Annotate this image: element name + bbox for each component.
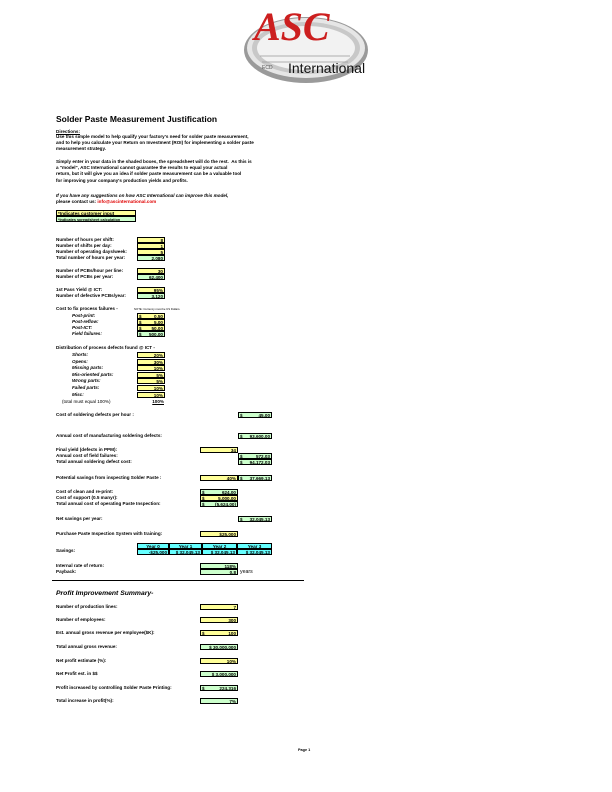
production-lines-label: Number of production lines: [56, 604, 118, 609]
profit-increase-label: Profit increased by controlling Solder Paste Printing: [56, 685, 172, 690]
legend-input: *Indicates customer input [56, 210, 136, 216]
cost-per-hour-amount: 45.00 [258, 413, 270, 418]
total-defect-cost-label: Total annual soldering defect cost: [56, 459, 132, 464]
net-savings-value [238, 516, 272, 522]
currency-symbol: $ [139, 320, 142, 325]
year-header: Year 3 [237, 543, 272, 549]
fix-cost-label: Field failures: [72, 331, 102, 336]
currency-symbol: $ [202, 496, 205, 501]
currency-symbol: $ [139, 332, 142, 337]
profit-summary-heading: Profit Improvement Summary- [56, 590, 154, 597]
defect-type-label: Misc: [72, 391, 84, 397]
revenue-per-employee-label: Est. annual gross revenue per employee($K): [56, 630, 155, 635]
year-savings-value: $ 32,045.13 [202, 549, 237, 555]
section-divider [52, 580, 304, 581]
potential-savings-pct-input[interactable]: 40% [200, 475, 238, 481]
defect-pct-input[interactable]: 10% [137, 392, 165, 398]
currency-note: NOTE: Currency must be US Dollars. [134, 307, 181, 311]
support-cost-label: Cost of support (0.5 manyr): [56, 495, 118, 500]
company-logo [240, 6, 370, 86]
total-revenue-value: $ 30,000,000 [200, 644, 238, 650]
defect-pct-input[interactable]: 10% [137, 385, 165, 391]
annual-defect-cost-label: Annual cost of manufacturing soldering defects: [56, 433, 162, 438]
total-op-cost-amount: (5,624.00) [215, 502, 236, 507]
currency-symbol: $ [202, 490, 205, 495]
defect-type-label: Mis-oriented parts: [72, 371, 114, 377]
shifts-day-input[interactable]: 1 [137, 243, 165, 249]
distribution-label: Distribution of process defects found @ ICT - [56, 345, 155, 350]
page-number: Page 1 [298, 748, 311, 752]
shifts-day-label: Number of shifts per day: [56, 243, 112, 248]
defect-type-label: Shorts: [72, 352, 89, 357]
currency-symbol: $ [139, 314, 142, 319]
total-defect-cost-value [238, 459, 272, 465]
potential-savings-value [238, 475, 272, 481]
support-cost-amount: 5,000.00 [218, 496, 236, 501]
defect-pct-input[interactable]: 5% [137, 372, 165, 378]
purchase-label: Purchase Paste Inspection System with training: [56, 531, 163, 536]
page-title: Solder Paste Measurement Justification [56, 114, 218, 124]
logo-asc-text: ASC [254, 6, 330, 49]
clean-cost-label: Cost of clean and re-print: [56, 489, 114, 494]
net-profit-pct-input[interactable]: 10% [200, 658, 238, 664]
total-revenue-label: Total annual gross revenue: [56, 644, 117, 649]
fix-costs-label: Cost to fix process failures - [56, 306, 118, 311]
shift-hours-label: Number of hours per shift: [56, 237, 114, 242]
total-defect-cost-amount: 94,172.03 [249, 460, 270, 465]
net-savings-amount: 32,045.13 [249, 517, 270, 522]
defect-pct-input[interactable]: 30% [137, 359, 165, 365]
directions-contact [56, 199, 156, 205]
first-pass-yield-label: 1st Pass Yield @ ICT: [56, 287, 103, 292]
currency-symbol: $ [240, 413, 243, 418]
total-hours-value: 2,080 [137, 255, 165, 261]
fix-cost-label: Post-reflow: [72, 319, 99, 324]
currency-symbol: $ [240, 434, 243, 439]
logo-tag: ECD [262, 65, 273, 71]
purchase-input[interactable]: $25,000 [200, 531, 238, 537]
fix-cost-label: Post-ICT: [72, 325, 93, 330]
potential-savings-label: Potential savings from inspecting Solder Paste : [56, 475, 162, 480]
potential-savings-amount: 37,669.13 [249, 476, 270, 481]
fix-cost-input [137, 331, 165, 337]
year-savings-value: $ 32,045.13 [169, 549, 202, 555]
contact-prefix: please contact us: [56, 199, 98, 204]
revenue-per-employee-input[interactable] [200, 630, 238, 636]
defect-type-label: Missing parts: [72, 365, 104, 371]
defective-pcbs-label: Number of defective PCBs/year: [56, 293, 126, 298]
profit-increase-value [200, 685, 238, 691]
total-increase-value: 7% [200, 698, 238, 704]
currency-symbol: $ [202, 502, 205, 507]
currency-symbol: $ [240, 476, 243, 481]
payback-label: Payback: [56, 569, 77, 574]
annual-defect-cost-amount: 93,600.00 [249, 434, 270, 439]
year-header: Year 0 [137, 543, 169, 549]
year-savings-value: -$25,000 [137, 549, 169, 555]
directions-paragraph-2: Simply enter in your data in the shaded boxes, the spreadsheet will do the rest. As this is a "model", ASC International cannot guarantee the results to equal your actual return, but it will give you an idea if solder paste measurement can be a valuable tool for improving your company's production yields and profits. [56, 159, 252, 183]
pcbs-hour-label: Number of PCBs/hour per line: [56, 268, 124, 273]
employees-input[interactable]: 300 [200, 617, 238, 623]
irr-label: Internal rate of return: [56, 563, 104, 568]
total-hours-label: Total number of hours per year: [56, 255, 126, 260]
profit-increase-amount: 224,316 [219, 686, 236, 691]
final-yield-label: Final yield (defects in PPM): [56, 447, 118, 452]
final-yield-input[interactable]: 34 [200, 447, 238, 453]
fix-cost-amount: 500.00 [148, 332, 163, 337]
year-savings-value: $ 32,045.13 [237, 549, 272, 555]
year-header: Year 2 [202, 543, 237, 549]
annual-defect-cost-value [238, 433, 272, 439]
currency-symbol: $ [202, 686, 205, 691]
total-op-cost-value [200, 501, 238, 507]
defect-type-label: Opens: [72, 358, 88, 364]
net-profit-pct-label: Net profit estimate (%): [56, 658, 107, 663]
pcbs-year-label: Number of PCBs per year: [56, 274, 114, 279]
currency-symbol: $ [202, 631, 205, 636]
net-profit-value: $ 3,000,000 [200, 671, 238, 677]
op-days-label: Number of operating days/week: [56, 249, 127, 254]
defect-pct-input[interactable]: 20% [137, 352, 165, 358]
total-op-cost-label: Total annual cost of operating Paste Inspection: [56, 501, 161, 506]
directions-suggestion: If you have any suggestions on how ASC International can improve this model, [56, 193, 229, 198]
directions-heading: Directions: [56, 129, 80, 134]
production-lines-input[interactable]: 7 [200, 604, 238, 610]
legend-calc: *Indicates spreadsheet calculation [56, 216, 136, 222]
net-profit-label: Net Profit est. in $$ [56, 671, 98, 676]
pcbs-hour-input[interactable]: 30 [137, 268, 165, 274]
currency-symbol: $ [240, 517, 243, 522]
currency-symbol: $ [139, 326, 142, 331]
defect-type-label: Failed parts: [72, 385, 100, 390]
distribution-total-value: 100% [152, 399, 164, 404]
net-savings-label: Net savings per year: [56, 516, 103, 521]
year-header: Year 1 [169, 543, 202, 549]
payback-unit: years [240, 569, 253, 575]
contact-email-link[interactable]: info@ascinternational.com [97, 199, 157, 204]
years-savings-label: Savings: [56, 548, 76, 553]
defect-type-label: Wrong parts: [72, 378, 101, 384]
fix-cost-label: Post-print: [72, 313, 96, 318]
currency-symbol: $ [240, 454, 243, 459]
distribution-total-label: (total must equal 100%) [62, 399, 111, 404]
irr-value: 118% [200, 563, 238, 569]
currency-symbol: $ [240, 460, 243, 465]
employees-label: Number of employees: [56, 617, 106, 622]
pcbs-year-value: 62,400 [137, 274, 165, 280]
fix-cost-amount: 5.00 [154, 320, 163, 325]
clean-cost-amount: 624.00 [221, 490, 236, 495]
defective-pcbs-value: 3,120 [137, 293, 165, 299]
fix-cost-amount: 0.50 [154, 314, 163, 319]
logo-international-text: International [288, 60, 366, 76]
first-pass-yield-input[interactable]: 95% [137, 287, 165, 293]
total-increase-label: Total increase in profit(%): [56, 698, 114, 703]
revenue-per-employee-amount: 100 [228, 631, 236, 636]
shift-hours-input[interactable]: 8 [137, 237, 165, 243]
defect-pct-input[interactable]: 5% [137, 378, 165, 384]
field-failure-cost-amount: 572.03 [255, 454, 270, 459]
fix-cost-amount: 50.00 [151, 326, 163, 331]
op-days-input[interactable]: 5 [137, 249, 165, 255]
directions-paragraph-1: Use this simple model to help qualify your factory's need for solder paste measurement, and to help you calculate your Return on Investment (ROI) for implementing a solder paste measurement strategy. [56, 134, 254, 152]
field-failure-cost-label: Annual cost of field failures: [56, 453, 118, 458]
payback-value: 0.8 [200, 569, 238, 575]
cost-per-hour-value [238, 412, 272, 418]
cost-per-hour-label: Cost of soldering defects per hour : [56, 412, 134, 417]
defect-pct-input[interactable]: 10% [137, 365, 165, 371]
